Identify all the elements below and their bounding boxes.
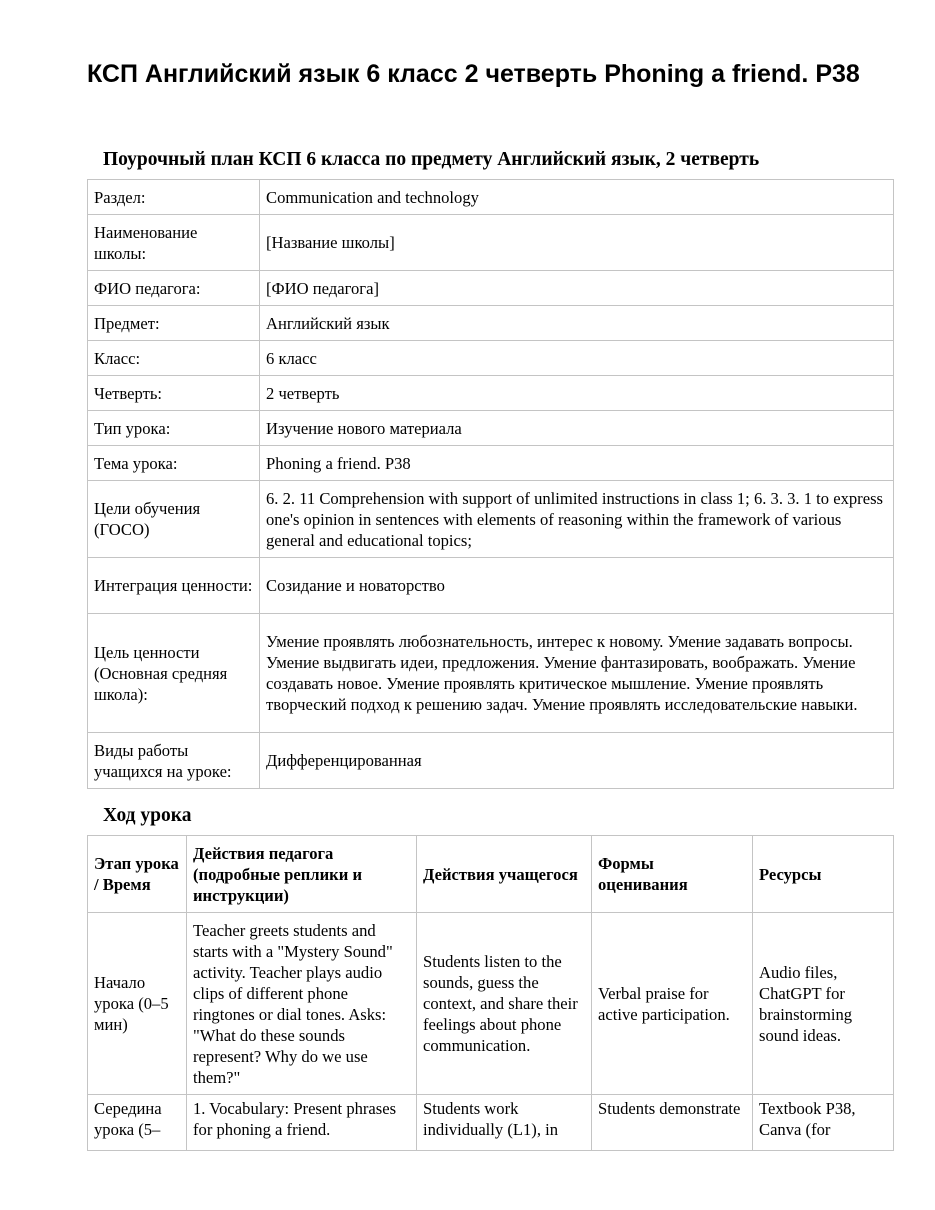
info-value: Дифференцированная — [260, 733, 894, 789]
info-value: Phoning a friend. P38 — [260, 446, 894, 481]
info-value: [ФИО педагога] — [260, 271, 894, 306]
table-row — [88, 913, 894, 1095]
info-label: Интеграция ценности: — [88, 558, 260, 614]
info-row-work-types — [88, 733, 894, 789]
table-row — [88, 1095, 894, 1151]
info-value: Созидание и новаторство — [260, 558, 894, 614]
info-row-lesson-type — [88, 411, 894, 446]
teacher-actions-cell: Teacher greets students and starts with a "Mystery Sound" activity. Teacher plays audio clips of different phone ringtones or dial tones. Asks: "What do these sounds represent? Why do we use them?" — [187, 913, 417, 1095]
info-row-value-goal — [88, 614, 894, 733]
header-resources: Ресурсы — [753, 836, 894, 913]
info-row-value-integration — [88, 558, 894, 614]
info-value: 6 класс — [260, 341, 894, 376]
info-label: Класс: — [88, 341, 260, 376]
lesson-info-table — [87, 179, 894, 789]
resources-cell: Textbook P38, Canva (for — [753, 1095, 894, 1151]
header-assessment: Формы оценивания — [592, 836, 753, 913]
info-value: Communication and technology — [260, 180, 894, 215]
lesson-flow-table — [87, 835, 894, 1151]
info-row-school — [88, 215, 894, 271]
info-label: ФИО педагога: — [88, 271, 260, 306]
student-actions-cell: Students listen to the sounds, guess the context, and share their feelings about phone communication. — [417, 913, 592, 1095]
info-row-subject — [88, 306, 894, 341]
document-title: КСП Английский язык 6 класс 2 четверть Phoning a friend. P38 — [87, 60, 860, 88]
lesson-header-row — [88, 836, 894, 913]
info-label: Раздел: — [88, 180, 260, 215]
info-label: Цель ценности (Основная средняя школа): — [88, 614, 260, 733]
info-value: Английский язык — [260, 306, 894, 341]
info-value: Изучение нового материала — [260, 411, 894, 446]
info-label: Наименование школы: — [88, 215, 260, 271]
info-value: Умение проявлять любознательность, интерес к новому. Умение задавать вопросы. Умение выдвигать идеи, предложения. Умение фантазировать, воображать. Умение создавать новое. Умение проявлять критическое мышление. Умение проявлять творческий подход к решению задач. Умение проявлять исследовательские навыки. — [260, 614, 894, 733]
info-value: [Название школы] — [260, 215, 894, 271]
info-value: 6. 2. 11 Comprehension with support of unlimited instructions in class 1; 6. 3. 3. 1 to express one's opinion in sentences with elements of reasoning within the framework of various general and educational topics; — [260, 481, 894, 558]
info-value: 2 четверть — [260, 376, 894, 411]
header-stage: Этап урока / Время — [88, 836, 187, 913]
stage-cell: Середина урока (5– — [88, 1095, 187, 1151]
assessment-cell: Verbal praise for active participation. — [592, 913, 753, 1095]
header-teacher-actions: Действия педагога (подробные реплики и инструкции) — [187, 836, 417, 913]
header-student-actions: Действия учащегося — [417, 836, 592, 913]
info-row-lesson-topic — [88, 446, 894, 481]
plan-heading: Поурочный план КСП 6 класса по предмету Английский язык, 2 четверть — [103, 149, 760, 170]
student-actions-cell: Students work individually (L1), in — [417, 1095, 592, 1151]
info-row-learning-objectives — [88, 481, 894, 558]
info-label: Четверть: — [88, 376, 260, 411]
stage-cell: Начало урока (0–5 мин) — [88, 913, 187, 1095]
info-label: Виды работы учащихся на уроке: — [88, 733, 260, 789]
info-row-grade — [88, 341, 894, 376]
info-row-quarter — [88, 376, 894, 411]
info-label: Цели обучения (ГОСО) — [88, 481, 260, 558]
info-label: Тип урока: — [88, 411, 260, 446]
info-row-teacher — [88, 271, 894, 306]
info-label: Тема урока: — [88, 446, 260, 481]
assessment-cell: Students demonstrate — [592, 1095, 753, 1151]
info-label: Предмет: — [88, 306, 260, 341]
lesson-heading: Ход урока — [103, 805, 192, 826]
resources-cell: Audio files, ChatGPT for brainstorming sound ideas. — [753, 913, 894, 1095]
info-row-section — [88, 180, 894, 215]
teacher-actions-cell: 1. Vocabulary: Present phrases for phoning a friend. — [187, 1095, 417, 1151]
